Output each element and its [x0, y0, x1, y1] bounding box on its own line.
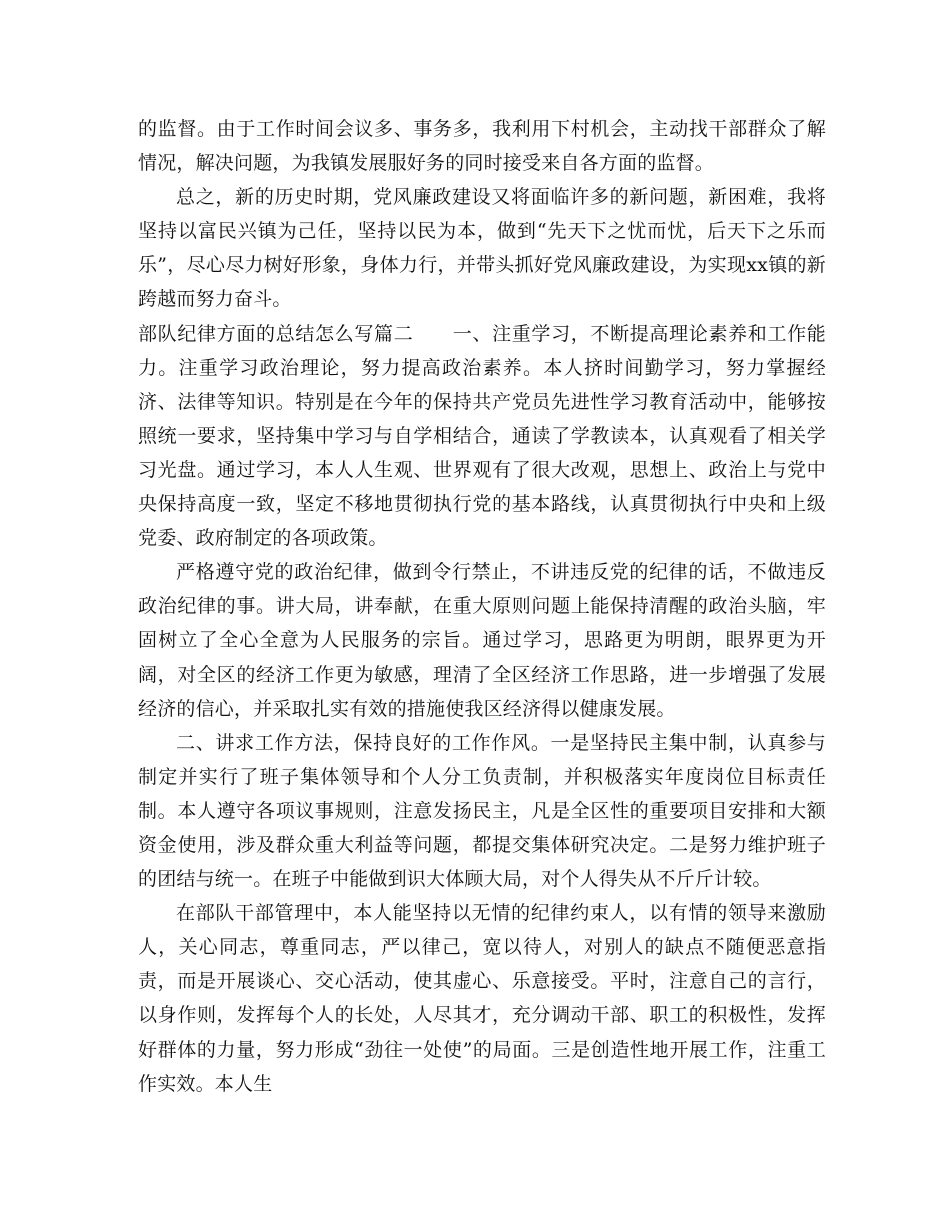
paragraph-1: 的监督。由于工作时间会议多、事务多，我利用下村机会，主动找干部群众了解情况，解决问题，为我镇发展服好务的同时接受来自各方面的监督。	[138, 118, 826, 175]
paragraph-2: 总之，新的历史时期，党风廉政建设又将面临许多的新问题，新困难，我将坚持以富民兴镇为己任，坚持以民为本，做到“先天下之忧而忧，后天下之乐而乐”，尽心尽力树好形象，身体力行，并带头抓好党风廉政建设，为实现xx镇的新跨越而努力奋斗。	[138, 186, 826, 311]
paragraph-6: 在部队干部管理中，本人能坚持以无情的纪律约束人，以有情的领导来激励人，关心同志，尊重同志，严以律己，宽以待人，对别人的缺点不随便恶意指责，而是开展谈心、交心活动，使其虚心、乐意接受。平时，注意自己的言行，以身作则，发挥每个人的长处，人尽其才，充分调动干部、职工的积极性，发挥好群体的力量，努力形成“劲往一处使”的局面。三是创造性地开展工作，注重工作实效。本人生	[138, 902, 826, 1095]
paragraph-4: 严格遵守党的政治纪律，做到令行禁止，不讲违反党的纪律的话，不做违反政治纪律的事。讲大局，讲奉献，在重大原则问题上能保持清醒的政治头脑，牢固树立了全心全意为人民服务的宗旨。通过学习，思路更为明朗，眼界更为开阔，对全区的经济工作更为敏感，理清了全区经济工作思路，进一步增强了发展经济的信心，并采取扎实有效的措施使我区经济得以健康发展。	[138, 561, 826, 720]
paragraph-5: 二、讲求工作方法，保持良好的工作作风。一是坚持民主集中制，认真参与制定并实行了班子集体领导和个人分工负责制，并积极落实年度岗位目标责任制。本人遵守各项议事规则，注意发扬民主，凡是全区性的重要项目安排和大额资金使用，涉及群众重大利益等问题，都提交集体研究决定。二是努力维护班子的团结与统一。在班子中能做到识大体顾大局，对个人得失从不斤斤计较。	[138, 731, 826, 891]
document-body	[138, 112, 826, 1101]
paragraph-3: 部队纪律方面的总结怎么写篇二 一、注重学习，不断提高理论素养和工作能力。注重学习政治理论，努力提高政治素养。本人挤时间勤学习，努力掌握经济、法律等知识。特别是在今年的保持共产党员先进性学习教育活动中，能够按照统一要求，坚持集中学习与自学相结合，通读了学教读本，认真观看了相关学习光盘。通过学习，本人人生观、世界观有了很大改观，思想上、政治上与党中央保持高度一致，坚定不移地贯彻执行党的基本路线，认真贯彻执行中央和上级党委、政府制定的各项政策。	[138, 322, 826, 550]
